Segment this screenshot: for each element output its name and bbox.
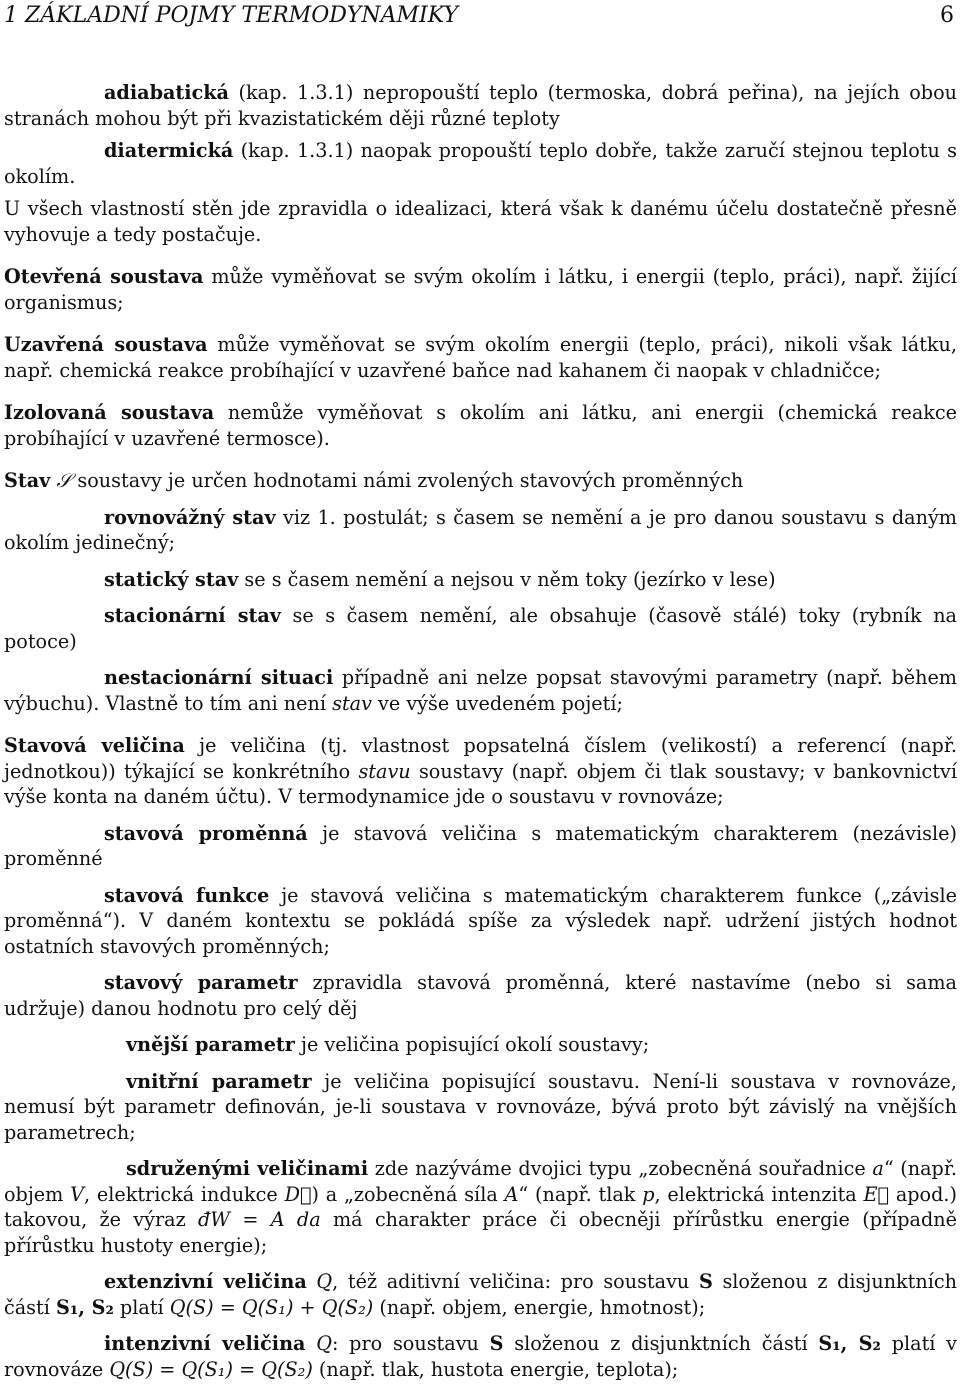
term-diathermic: diatermická <box>104 139 234 162</box>
text-intensive-0 <box>305 1332 316 1355</box>
text-state-quantity-1: je veličina (tj. vlastnost popsatelná číslem (velikostí) a referencí (např. jednotkou)) týkající se konkrétního <box>4 734 957 783</box>
text-state-function: je stavová veličina s matematickým charakterem funkce („závisle proměnná“). V daném kontextu se pokládá spíše za výsledek např. udržení jistých hodnot ostatních stavových proměnných; <box>4 883 957 958</box>
def-adiabatic <box>4 80 957 131</box>
text-static-state: se s časem nemění a nejsou v něm toky (jezírko v lese) <box>238 567 776 591</box>
text-conjugate-3: , elektrická indukce <box>83 1182 285 1206</box>
page-body <box>4 80 957 1382</box>
def-intensive-quantity <box>4 1331 957 1382</box>
def-state-parameter <box>4 970 957 1021</box>
term-state: Stav <box>4 469 51 492</box>
symbol-Q-intensive: Q <box>316 1332 332 1355</box>
symbol-Q-extensive: Q <box>316 1270 333 1293</box>
text-conjugate-5: “ (např. tlak <box>518 1182 643 1206</box>
emph-state: stav <box>332 691 372 715</box>
text-closed-system: může vyměňovat se svým okolím energii (teplo, práci), nikoli však látku, např. chemická reakce probíhající v uzavřené baňce nad kahanem či naopak v chladničce; <box>4 333 957 382</box>
formula-intensive: Q(S) = Q(S₁) = Q(S₂) <box>109 1357 313 1381</box>
symbol-V: V <box>70 1182 84 1206</box>
def-closed-system <box>4 332 957 383</box>
text-state-quantity-2: soustavy (např. objem či tlak soustavy; v bankovnictví výše konta na daném účtu). V termodynamice jde o soustavu v rovnováze; <box>4 759 957 808</box>
text-intensive-2: složenou z disjunktních částí <box>503 1332 819 1355</box>
text-walls-note: U všech vlastností stěn jde zpravidla o idealizaci, která však k danému účelu dostatečně přesně vyhovuje a tedy postačuje. <box>4 197 957 246</box>
term-conjugate-quantities: sdruženými veličinami <box>126 1157 369 1180</box>
text-conjugate-8: má charakter práce či obecněji přírůstku energie (případně přírůstku hustoty energie); <box>4 1208 957 1257</box>
term-stationary-state: stacionární stav <box>104 604 281 627</box>
text-internal-parameter: je veličina popisující soustavu. Není-li soustava v rovnováze, nemusí být parametr definován, je-li soustava v rovnováze, bývá proto být závislý na vnějších parametrech; <box>4 1069 957 1144</box>
text-conjugate-4: ) a „zobecněná síla <box>311 1182 505 1206</box>
text-external-parameter: je veličina popisující okolí soustavy; <box>294 1033 650 1056</box>
term-nonstationary: nestacionární situaci <box>104 666 334 689</box>
text-state-parameter: zpravidla stavová proměnná, které nastavíme (nebo si sama udržuje) danou hodnotu pro celý děj <box>4 971 957 1020</box>
term-open-system: Otevřená soustava <box>4 265 204 288</box>
term-state-parameter: stavový parametr <box>104 971 298 994</box>
def-state-function <box>4 883 957 960</box>
text-stationary-state: se s časem nemění, ale obsahuje (časově stálé) toky (rybník na potoce) <box>4 604 957 653</box>
page-number: 6 <box>940 3 954 28</box>
work-expression: đW = A da <box>198 1208 321 1231</box>
text-state-variable: je stavová veličina s matematickým charakterem (nezávisle) proměnné <box>4 821 957 870</box>
term-adiabatic: adiabatická <box>104 81 229 104</box>
def-conjugate-quantities <box>4 1156 957 1258</box>
walls-note <box>4 196 957 247</box>
formula-extensive: Q(S) = Q(S₁) + Q(S₂) <box>169 1295 374 1319</box>
text-intensive-1: : pro soustavu <box>331 1332 490 1355</box>
def-nonstationary <box>4 665 957 716</box>
def-diathermic <box>4 138 957 189</box>
text-extensive-1: , též aditivní veličina: pro soustavu <box>332 1270 699 1293</box>
symbol-parts-intensive: S₁, S₂ <box>818 1332 881 1355</box>
text-diathermic: (kap. 1.3.1) naopak propouští teplo dobře, takže zaručí stejnou teplotu s okolím. <box>4 139 957 188</box>
def-open-system <box>4 264 957 315</box>
text-extensive-4: (např. objem, energie, hmotnost); <box>373 1295 706 1319</box>
text-state: soustavy je určen hodnotami námi zvolených stavových proměnných <box>71 469 744 492</box>
text-intensive-3: platí v rovnováze <box>4 1332 958 1381</box>
running-title: 1 ZÁKLADNÍ POJMY TERMODYNAMIKY <box>4 3 459 28</box>
term-intensive-quantity: intenzivní veličina <box>104 1332 306 1355</box>
text-nonstationary-2: ve výše uvedeném pojetí; <box>371 691 623 715</box>
def-isolated-system <box>4 400 957 451</box>
def-internal-parameter <box>4 1069 957 1146</box>
def-state-variable <box>4 821 957 872</box>
term-equilibrium-state: rovnovážný stav <box>104 505 276 529</box>
def-static-state <box>4 567 957 593</box>
def-extensive-quantity <box>4 1269 957 1320</box>
page-header <box>4 3 954 28</box>
text-extensive-3: platí <box>113 1295 170 1319</box>
term-internal-parameter: vnitřní parametr <box>126 1069 312 1093</box>
symbol-S-extensive: S <box>698 1270 713 1293</box>
symbol-E-vector: E⃗ <box>863 1182 890 1206</box>
def-equilibrium-state <box>4 505 957 556</box>
text-conjugate-1: zde nazýváme dvojici typu „zobecněná souřadnice <box>368 1157 873 1180</box>
symbol-state: 𝒮 <box>56 469 72 492</box>
text-nonstationary-1: případně ani nelze popsat stavovými parametry (např. během výbuchu). Vlastně to tím ani není <box>4 666 957 715</box>
text-extensive-2: složenou z disjunktních částí <box>4 1270 957 1319</box>
term-isolated-system: Izolovaná soustava <box>4 401 215 424</box>
term-state-function: stavová funkce <box>104 883 270 907</box>
text-extensive-0 <box>307 1270 317 1293</box>
emph-stavu: stavu <box>358 759 411 783</box>
text-adiabatic: (kap. 1.3.1) nepropouští teplo (termoska, dobrá peřina), na jejích obou stranách mohou být při kvazistatickém ději různé teploty <box>4 81 957 130</box>
term-static-state: statický stav <box>104 567 239 591</box>
text-intensive-4: (např. tlak, hustota energie, teplota); <box>312 1357 679 1381</box>
def-state-quantity <box>4 733 957 810</box>
term-extensive-quantity: extenzivní veličina <box>104 1270 307 1293</box>
term-state-variable: stavová proměnná <box>104 821 308 845</box>
symbol-p: p <box>642 1182 655 1206</box>
text-isolated-system: nemůže vyměňovat s okolím ani látku, ani energii (chemická reakce probíhající v uzavřené termosce). <box>4 401 957 450</box>
def-stationary-state <box>4 603 957 654</box>
text-conjugate-2: “ (např. objem <box>4 1157 957 1206</box>
term-state-quantity: Stavová veličina <box>4 734 185 757</box>
def-external-parameter <box>4 1032 957 1058</box>
text-equilibrium-state: viz 1. postulát; s časem se nemění a je pro danou soustavu s daným okolím jedinečný; <box>4 505 957 554</box>
term-closed-system: Uzavřená soustava <box>4 333 208 356</box>
symbol-parts-extensive: S₁, S₂ <box>55 1295 114 1319</box>
term-external-parameter: vnější parametr <box>126 1033 295 1056</box>
symbol-a: a <box>872 1157 884 1180</box>
symbol-S-intensive: S <box>489 1332 504 1355</box>
text-conjugate-6: , elektrická intenzita <box>654 1182 864 1206</box>
symbol-A: A <box>504 1182 519 1206</box>
text-open-system: může vyměňovat se svým okolím i látku, i energii (teplo, práci), např. žijící organismus; <box>4 265 957 314</box>
text-conjugate-7: apod.) takovou, že výraz <box>4 1182 957 1231</box>
symbol-D-vector: D⃗ <box>284 1182 312 1206</box>
def-state <box>4 468 957 494</box>
